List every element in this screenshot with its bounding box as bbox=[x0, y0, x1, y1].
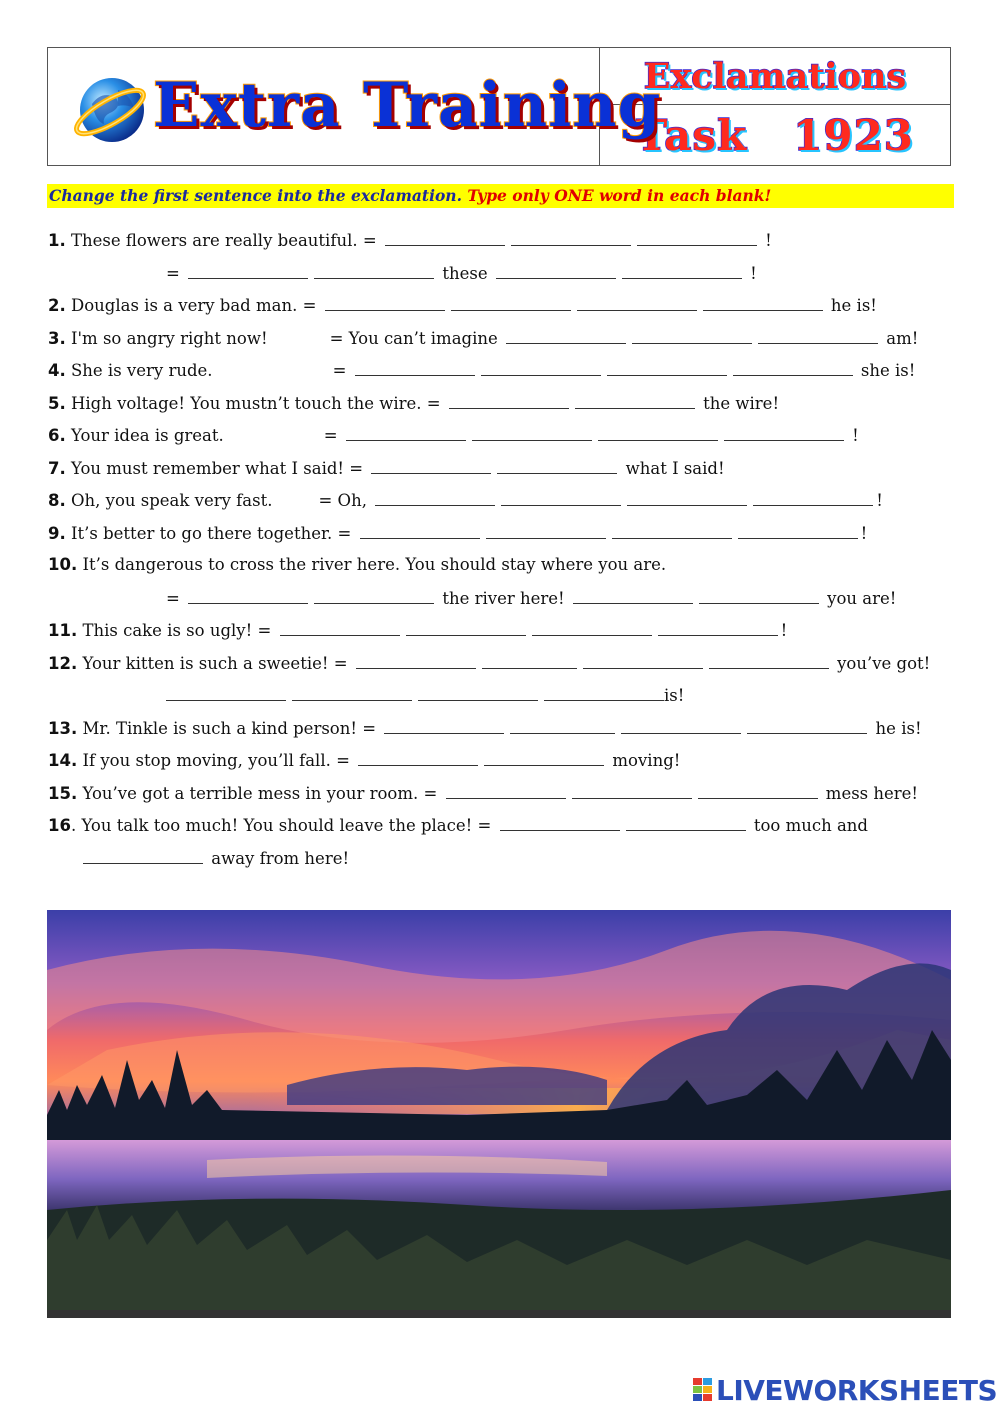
instruction-bar bbox=[47, 184, 954, 208]
exercise-4 bbox=[48, 359, 915, 382]
exercise-text: = bbox=[332, 361, 352, 380]
answer-blank[interactable] bbox=[449, 392, 569, 409]
answer-blank[interactable] bbox=[733, 359, 853, 376]
exercise-text: he is! bbox=[825, 296, 877, 315]
exercise-text: = bbox=[323, 426, 343, 445]
exercise-prompt: You must remember what I said! = bbox=[65, 459, 369, 478]
exercise-number: 7. bbox=[48, 459, 66, 478]
answer-blank[interactable] bbox=[747, 717, 867, 734]
answer-blank[interactable] bbox=[486, 522, 606, 539]
answer-blank[interactable] bbox=[506, 327, 626, 344]
exercise-text: ! bbox=[744, 264, 757, 283]
exercise-number: 8. bbox=[48, 491, 66, 510]
answer-blank[interactable] bbox=[511, 229, 631, 246]
task-label: Task bbox=[635, 110, 748, 160]
exercise-text: too much and bbox=[748, 816, 868, 835]
exercise-13 bbox=[48, 717, 922, 740]
exercise-15 bbox=[48, 782, 918, 805]
answer-blank[interactable] bbox=[621, 717, 741, 734]
answer-blank[interactable] bbox=[510, 717, 615, 734]
answer-blank[interactable] bbox=[371, 457, 491, 474]
exercise-1-alt bbox=[166, 262, 757, 285]
topic-title: Exclamations bbox=[643, 55, 907, 97]
exercise-text: mess here! bbox=[820, 784, 919, 803]
answer-blank[interactable] bbox=[166, 684, 286, 701]
exercise-text: ! bbox=[780, 621, 788, 640]
answer-blank[interactable] bbox=[637, 229, 757, 246]
exercise-text: = Oh, bbox=[318, 491, 373, 510]
exercise-text: you are! bbox=[821, 589, 897, 608]
exercise-text: ! bbox=[876, 491, 883, 510]
answer-blank[interactable] bbox=[626, 814, 746, 831]
exercise-3 bbox=[48, 327, 918, 350]
answer-blank[interactable] bbox=[83, 847, 203, 864]
answer-blank[interactable] bbox=[360, 522, 480, 539]
answer-blank[interactable] bbox=[496, 262, 616, 279]
exercise-text: these bbox=[437, 264, 493, 283]
exercise-prompt: It’s better to go there together. = bbox=[65, 524, 357, 543]
instruction-text: Change the first sentence into the exclamation. bbox=[49, 186, 462, 205]
exercise-12-continued bbox=[163, 684, 684, 707]
answer-blank[interactable] bbox=[532, 619, 652, 636]
answer-blank[interactable] bbox=[188, 262, 308, 279]
exercise-prompt: This cake is so ugly! = bbox=[77, 621, 277, 640]
worksheet-header bbox=[47, 47, 951, 166]
answer-blank[interactable] bbox=[314, 587, 434, 604]
answer-blank[interactable] bbox=[346, 424, 466, 441]
exercise-text: ! bbox=[846, 426, 859, 445]
answer-blank[interactable] bbox=[575, 392, 695, 409]
exercise-number: 14. bbox=[48, 751, 78, 770]
answer-blank[interactable] bbox=[406, 619, 526, 636]
instruction-rule: Type only ONE word in each blank! bbox=[467, 186, 772, 205]
exercise-prompt: . You talk too much! You should leave the place! = bbox=[70, 816, 497, 835]
exercise-number: 5. bbox=[48, 394, 66, 413]
exercise-prompt: She is very rude. bbox=[65, 361, 213, 380]
answer-blank[interactable] bbox=[658, 619, 778, 636]
answer-blank[interactable] bbox=[583, 652, 703, 669]
answer-blank[interactable] bbox=[375, 489, 495, 506]
exercise-number: 16 bbox=[48, 816, 71, 835]
exercise-prompt: Your kitten is such a sweetie! = bbox=[77, 654, 353, 673]
answer-blank[interactable] bbox=[280, 619, 400, 636]
exercise-16-continued bbox=[80, 847, 349, 870]
exercise-number: 13. bbox=[48, 719, 78, 738]
footer-brand-text: LIVEWORKSHEETS bbox=[716, 1373, 998, 1407]
exercise-prompt: Your idea is great. bbox=[65, 426, 224, 445]
answer-blank[interactable] bbox=[385, 229, 505, 246]
exercise-14 bbox=[48, 749, 680, 772]
exercise-2 bbox=[48, 294, 877, 317]
liveworksheets-logo-icon bbox=[692, 1377, 714, 1403]
answer-blank[interactable] bbox=[703, 294, 823, 311]
exercise-prompt: It’s dangerous to cross the river here. You should stay where you are. bbox=[77, 555, 667, 574]
exercise-7 bbox=[48, 457, 725, 480]
exercise-9 bbox=[48, 522, 867, 545]
exercise-number: 15. bbox=[48, 784, 78, 803]
answer-blank[interactable] bbox=[544, 684, 664, 701]
answer-blank[interactable] bbox=[724, 424, 844, 441]
answer-blank[interactable] bbox=[497, 457, 617, 474]
exercise-number: 4. bbox=[48, 361, 66, 380]
answer-blank[interactable] bbox=[577, 294, 697, 311]
exercise-text: the wire! bbox=[697, 394, 780, 413]
answer-blank[interactable] bbox=[418, 684, 538, 701]
answer-blank[interactable] bbox=[384, 717, 504, 734]
answer-blank[interactable] bbox=[446, 782, 566, 799]
answer-blank[interactable] bbox=[481, 359, 601, 376]
brand-panel bbox=[48, 48, 662, 165]
answer-blank[interactable] bbox=[753, 489, 873, 506]
exercise-text: moving! bbox=[607, 751, 681, 770]
exercise-text: she is! bbox=[855, 361, 916, 380]
exercise-12 bbox=[48, 652, 930, 675]
exercise-number: 6. bbox=[48, 426, 66, 445]
exercise-text: am! bbox=[881, 329, 919, 348]
exercise-16 bbox=[48, 814, 868, 837]
answer-blank[interactable] bbox=[698, 782, 818, 799]
exercise-1: 1. These flowers are really beautiful. = ! bbox=[48, 231, 772, 250]
exercise-prompt: I'm so angry right now! bbox=[65, 329, 268, 348]
exercise-number: 3. bbox=[48, 329, 66, 348]
answer-blank[interactable] bbox=[355, 359, 475, 376]
exercise-prompt: Oh, you speak very fast. bbox=[65, 491, 273, 510]
answer-blank[interactable] bbox=[482, 652, 577, 669]
answer-blank[interactable] bbox=[325, 294, 445, 311]
exercise-number: 1. bbox=[48, 231, 66, 250]
answer-blank[interactable] bbox=[758, 327, 878, 344]
exercise-text: he is! bbox=[870, 719, 922, 738]
exercise-number: 10. bbox=[48, 555, 78, 574]
answer-blank[interactable] bbox=[484, 749, 604, 766]
exercise-10-answer bbox=[166, 587, 896, 610]
exercise-11 bbox=[48, 619, 787, 642]
exercise-10 bbox=[48, 554, 666, 576]
answer-blank[interactable] bbox=[500, 814, 620, 831]
answer-blank[interactable] bbox=[572, 782, 692, 799]
answer-blank[interactable] bbox=[699, 587, 819, 604]
exercise-number: 9. bbox=[48, 524, 66, 543]
exercise-prompt: High voltage! You mustn’t touch the wire. = bbox=[65, 394, 446, 413]
exercise-prompt: You’ve got a terrible mess in your room. = bbox=[77, 784, 443, 803]
answer-blank[interactable] bbox=[612, 522, 732, 539]
answer-blank[interactable] bbox=[709, 652, 829, 669]
exercise-number: 12. bbox=[48, 654, 78, 673]
answer-blank[interactable] bbox=[451, 294, 571, 311]
answer-blank[interactable] bbox=[622, 262, 742, 279]
exercise-number: 2. bbox=[48, 296, 66, 315]
exercise-prompt: These flowers are really beautiful. = bbox=[65, 231, 382, 250]
exercise-text: what I said! bbox=[620, 459, 725, 478]
exercise-text: ! bbox=[860, 524, 868, 543]
answer-blank[interactable] bbox=[314, 262, 434, 279]
exercise-prompt: Mr. Tinkle is such a kind person! = bbox=[77, 719, 382, 738]
brand-title: Extra Training bbox=[153, 70, 662, 141]
answer-blank[interactable] bbox=[358, 749, 478, 766]
task-number: 1923 bbox=[793, 110, 915, 160]
answer-blank[interactable] bbox=[573, 587, 693, 604]
footer-brand bbox=[692, 1372, 997, 1408]
exercise-prompt: = bbox=[166, 589, 186, 608]
exercise-text: you’ve got! bbox=[831, 654, 931, 673]
answer-blank[interactable] bbox=[472, 424, 592, 441]
answer-blank[interactable] bbox=[607, 359, 727, 376]
globe-icon bbox=[70, 68, 152, 150]
exercise-text: is! bbox=[664, 686, 685, 705]
answer-blank[interactable] bbox=[738, 522, 858, 539]
answer-blank[interactable] bbox=[501, 489, 621, 506]
answer-blank[interactable] bbox=[292, 684, 412, 701]
exercise-8 bbox=[48, 489, 883, 512]
exercise-prompt: Douglas is a very bad man. = bbox=[65, 296, 322, 315]
exercise-prompt: = bbox=[166, 264, 186, 283]
exercise-text: the river here! bbox=[437, 589, 570, 608]
answer-blank[interactable] bbox=[627, 489, 747, 506]
answer-blank[interactable] bbox=[188, 587, 308, 604]
answer-blank[interactable] bbox=[632, 327, 752, 344]
answer-blank[interactable] bbox=[356, 652, 476, 669]
exercise-text: = You can’t imagine bbox=[329, 329, 504, 348]
sunset-lake-photo bbox=[47, 910, 951, 1318]
task-number-label bbox=[636, 111, 914, 160]
exercise-number: 11. bbox=[48, 621, 78, 640]
exercise-5 bbox=[48, 392, 779, 415]
answer-blank[interactable] bbox=[598, 424, 718, 441]
exercise-text: away from here! bbox=[206, 849, 350, 868]
exercise-6 bbox=[48, 424, 859, 447]
exercise-prompt: If you stop moving, you’ll fall. = bbox=[77, 751, 356, 770]
